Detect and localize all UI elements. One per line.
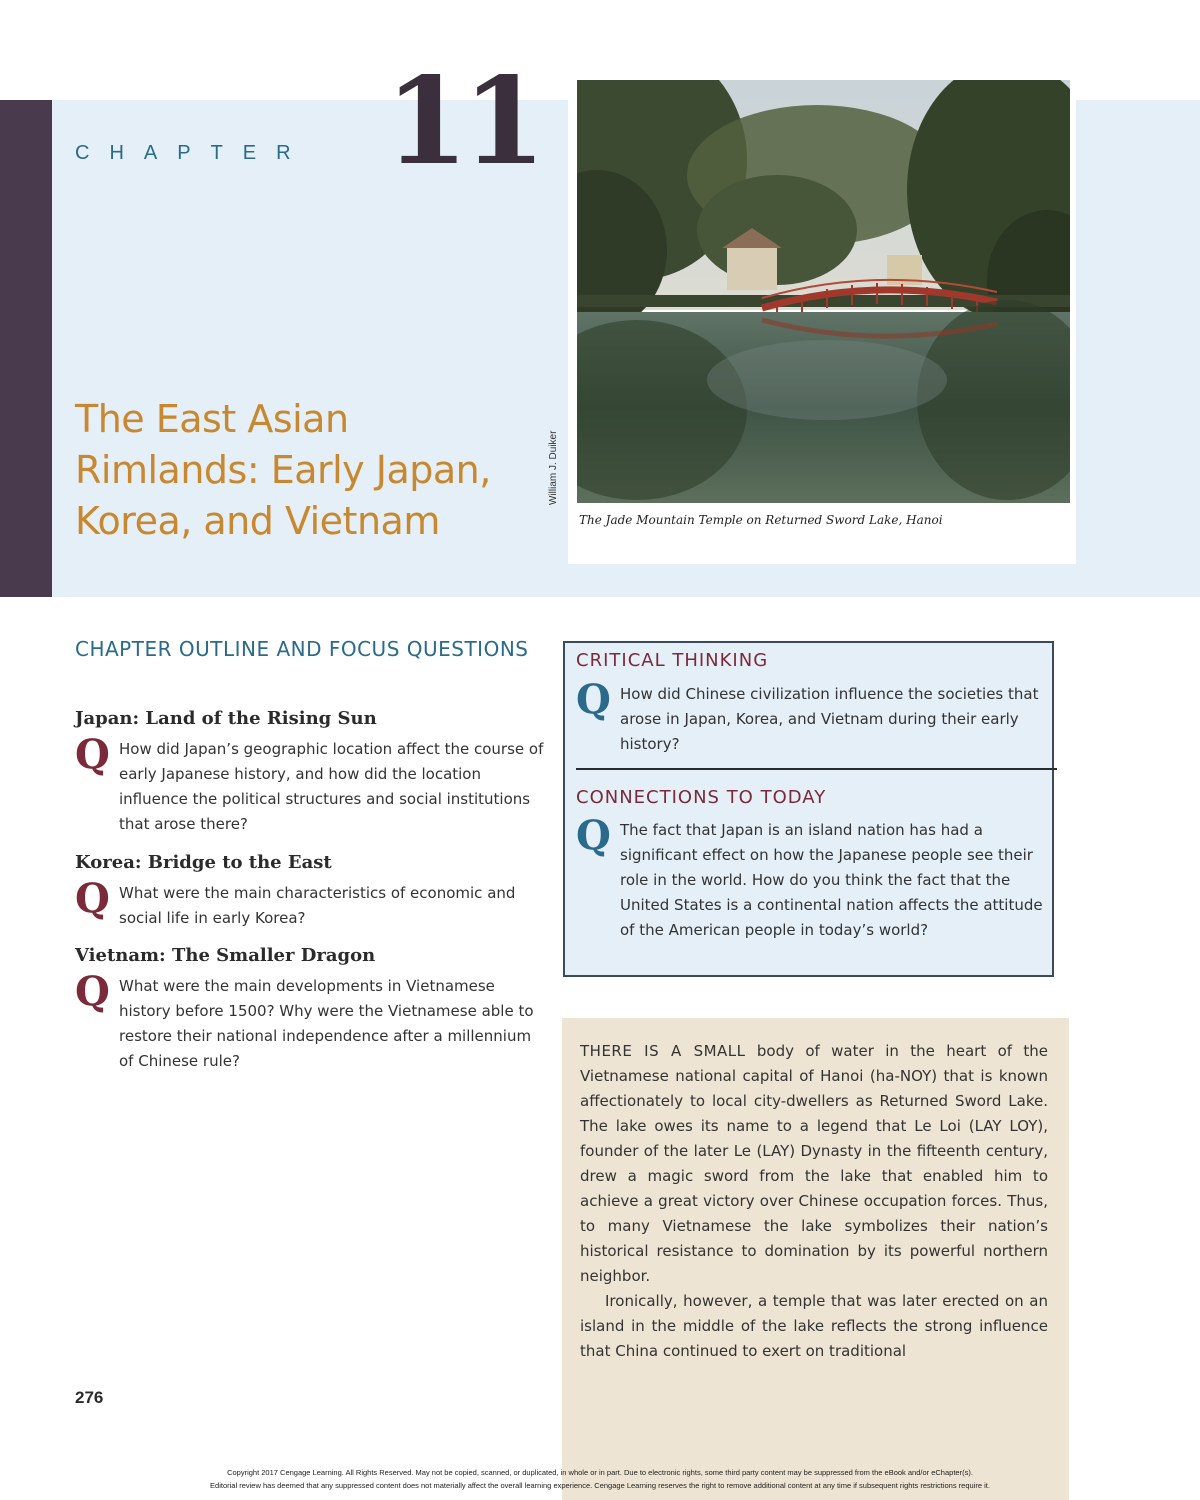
chapter-title	[75, 394, 545, 547]
question-q-icon: Q	[75, 731, 110, 778]
outline-section	[75, 945, 545, 1074]
chapter-title-line: Rimlands: Early Japan,	[75, 448, 491, 492]
critical-thinking-question	[576, 676, 1046, 757]
question-text: The fact that Japan is an island nation has had a significant effect on how the Japanese people see their role in the world. How do you think the fact that the United States is a continental nation affects the attitude of the American people in today’s world?	[620, 821, 1043, 939]
outline-section	[75, 852, 545, 931]
connections-heading: CONNECTIONS TO TODAY	[576, 787, 827, 808]
chapter-side-bar	[0, 100, 52, 597]
chapter-title-line: Korea, and Vietnam	[75, 499, 440, 543]
question-text: What were the main characteristics of economic and social life in early Korea?	[119, 884, 516, 927]
question-q-icon: Q	[75, 968, 110, 1015]
section-title: Korea: Bridge to the East	[75, 852, 332, 873]
copyright-notice	[110, 1466, 1090, 1492]
question-q-icon: Q	[576, 812, 611, 859]
focus-question	[75, 968, 545, 1074]
outline-section	[75, 708, 545, 837]
connections-question	[576, 812, 1046, 943]
section-title: Vietnam: The Smaller Dragon	[75, 945, 376, 966]
copyright-line: Copyright 2017 Cengage Learning. All Rights Reserved. May not be copied, scanned, or duplicated, in whole or in part. Due to electronic rights, some third party content may be suppressed from the eBook and/or eChapter(s).	[227, 1468, 973, 1477]
temple-lake-photo	[577, 80, 1070, 503]
page-number: 276	[75, 1388, 104, 1407]
story-lead-in: THERE IS A SMALL	[580, 1042, 746, 1060]
story-paragraph	[580, 1039, 1048, 1289]
story-paragraph: Ironically, however, a temple that was later erected on an island in the middle of the lake reflects the strong influence that China continued to exert on traditional	[580, 1292, 1048, 1360]
box-divider	[576, 768, 1057, 770]
focus-question	[75, 875, 545, 931]
copyright-line: Editorial review has deemed that any suppressed content does not materially affect the overall learning experience. Cengage Learning reserves the right to remove additional content at any time if subsequent rights restrictions require it.	[210, 1481, 990, 1490]
question-q-icon: Q	[75, 875, 110, 922]
question-text: How did Japan’s geographic location affect the course of early Japanese history, and how did the location influence the political structures and social institutions that arose there?	[119, 740, 544, 833]
question-text: What were the main developments in Vietnamese history before 1500? Why were the Vietnamese able to restore their national independence after a millennium of Chinese rule?	[119, 977, 534, 1070]
focus-question	[75, 731, 545, 837]
chapter-number: 11	[385, 51, 540, 192]
photo-credit: William J. Duiker	[548, 430, 559, 505]
outline-heading: CHAPTER OUTLINE AND FOCUS QUESTIONS	[75, 637, 529, 661]
chapter-title-line: The East Asian	[75, 397, 349, 441]
question-q-icon: Q	[576, 676, 611, 723]
section-title: Japan: Land of the Rising Sun	[75, 708, 377, 729]
critical-thinking-heading: CRITICAL THINKING	[576, 650, 769, 671]
photo-caption: The Jade Mountain Temple on Returned Sword Lake, Hanoi	[579, 513, 943, 527]
story-text: body of water in the heart of the Vietnamese national capital of Hanoi (ha-NOY) that is known affectionately to local city-dwellers as Returned Sword Lake. The lake owes its name to a legend that Le Loi (LAY LOY), founder of the later Le (LAY) Dynasty in the fifteenth century, drew a magic sword from the lake that enabled him to achieve a great victory over Chinese occupation forces. Thus, to many Vietnamese the lake symbolizes their nation’s historical resistance to domination by its powerful northern neighbor.	[580, 1042, 1048, 1285]
chapter-label: CHAPTER	[75, 142, 311, 164]
question-text: How did Chinese civilization influence the societies that arose in Japan, Korea, and Vietnam during their early history?	[620, 685, 1039, 753]
opening-story	[580, 1039, 1048, 1364]
